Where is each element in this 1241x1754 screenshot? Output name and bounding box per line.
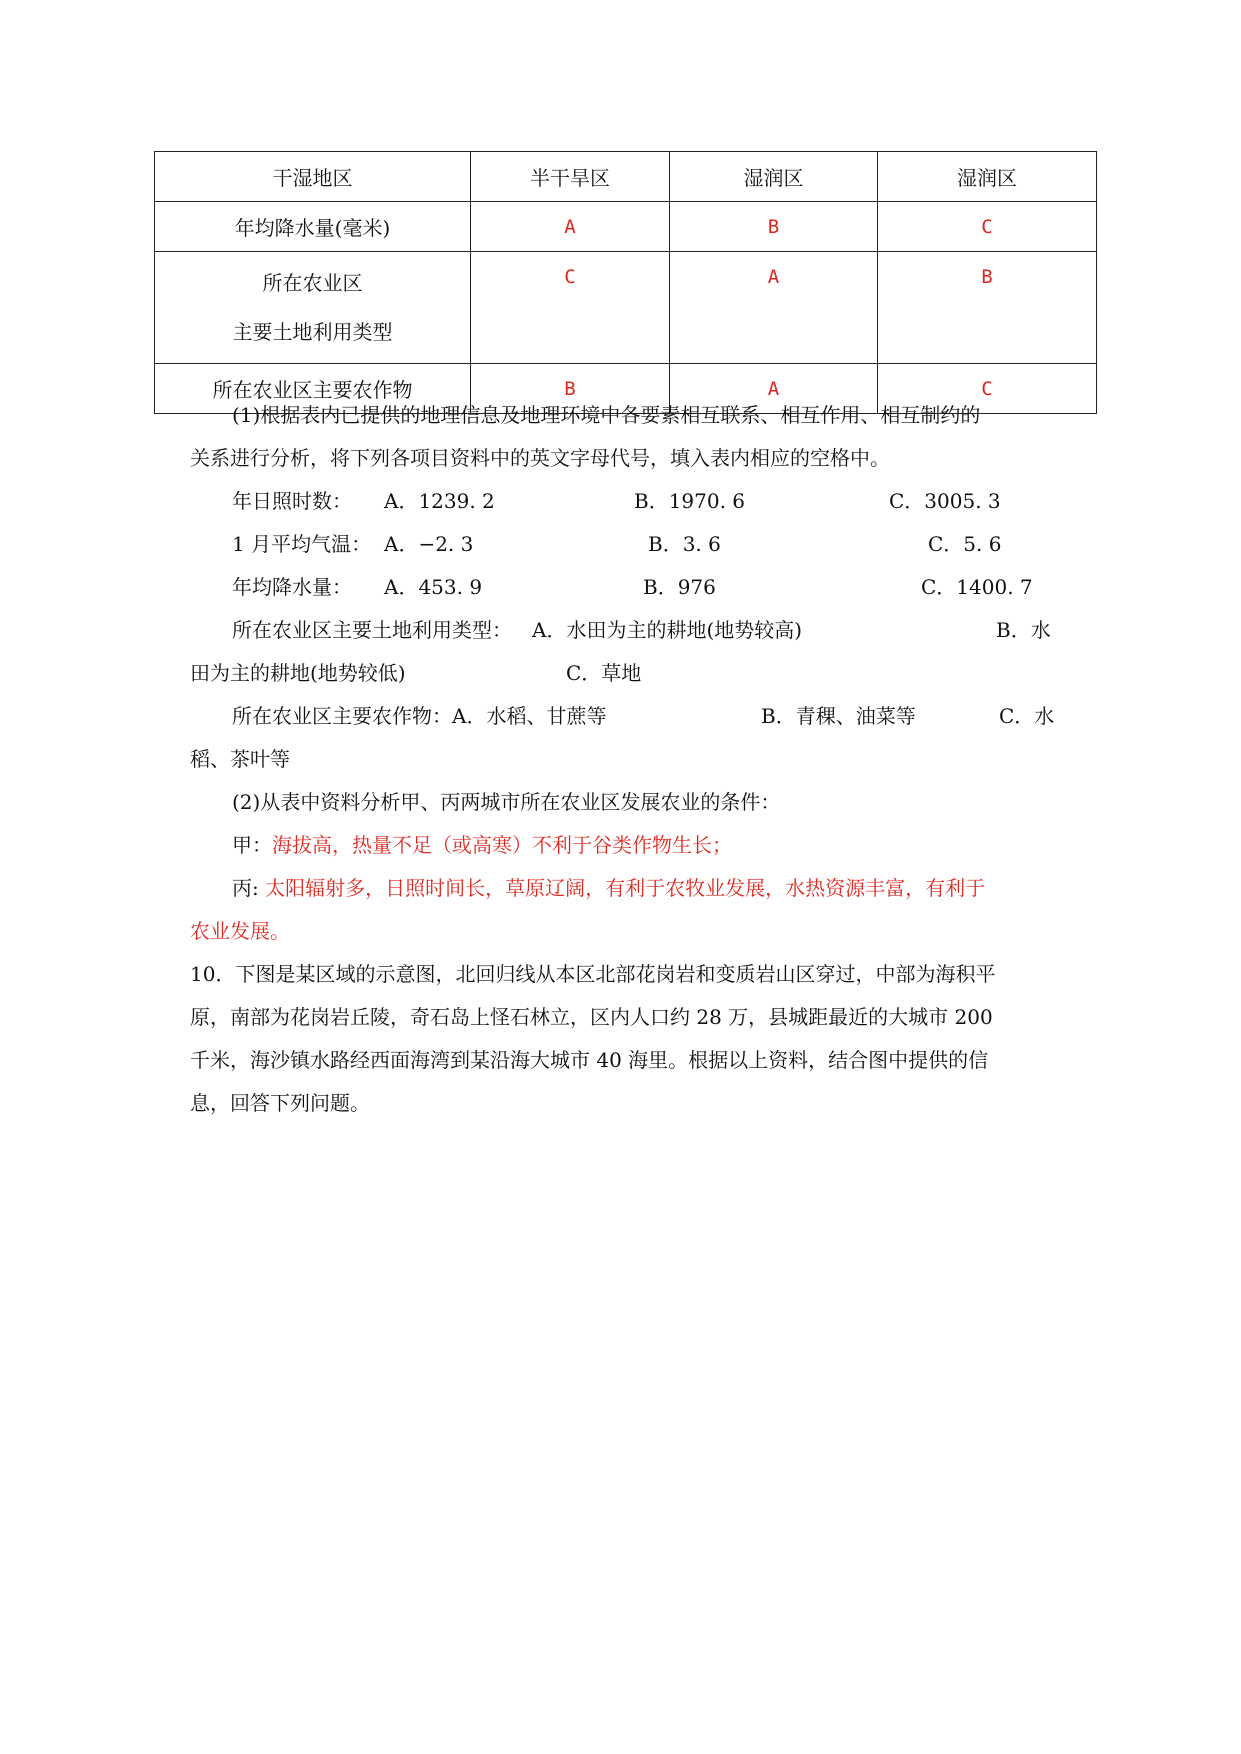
land-use-option-b-part2: 田为主的耕地(地势较低) — [190, 661, 406, 685]
land-use-option-a: A．水田为主的耕地(地势较高) — [532, 618, 803, 642]
crops-option-a: A．水稻、甘蔗等 — [452, 704, 607, 728]
crops-label: 所在农业区主要农作物： — [232, 704, 452, 728]
q10-line1: 10．下图是某区域的示意图，北回归线从本区北部花岗岩和变质岩山区穿过，中部为海积平 — [190, 962, 996, 986]
precip-label: 年均降水量： — [232, 575, 352, 599]
answer-cell: C — [471, 252, 670, 364]
crops-option-b: B．青稞、油菜等 — [761, 704, 916, 728]
bing-answer-line1: 太阳辐射多，日照时间长，草原辽阔，有利于农牧业发展，水热资源丰富，有利于 — [265, 876, 986, 900]
land-use-option-b-part1: B．水 — [996, 618, 1051, 642]
bing-answer-line2: 农业发展。 — [190, 919, 290, 943]
crops-option-c-part2: 稻、茶叶等 — [190, 747, 290, 771]
table-header-cell: 干湿地区 — [155, 152, 471, 202]
answer-cell: B — [878, 252, 1097, 364]
q2-bing — [232, 874, 985, 902]
jia-answer: 海拔高，热量不足（或高寒）不利于谷类作物生长； — [272, 833, 732, 857]
answer-cell: A — [670, 252, 878, 364]
jan-temp-option-b: B．3. 6 — [648, 532, 721, 556]
crops-option-c-part1: C．水 — [999, 704, 1055, 728]
row-label-line: 主要土地利用类型 — [232, 319, 393, 344]
row-label — [155, 252, 471, 364]
jan-temp-option-c: C．5. 6 — [928, 532, 1002, 556]
land-use-label: 所在农业区主要土地利用类型： — [232, 618, 512, 642]
row-label: 所在农业区主要农作物 — [155, 364, 471, 414]
answer-cell: A — [670, 364, 878, 414]
answer-cell: C — [878, 364, 1097, 414]
table-header-cell: 半干旱区 — [471, 152, 670, 202]
precip-option-b: B．976 — [643, 575, 716, 599]
table-header-row — [155, 152, 1097, 202]
table-row — [155, 202, 1097, 252]
climate-agriculture-table — [154, 151, 1097, 414]
sunshine-option-a: A．1239. 2 — [384, 489, 495, 513]
q1-intro-line1: (1)根据表内已提供的地理信息及地理环境中各要素相互联系、相互作用、相互制约的 — [232, 403, 981, 427]
jan-temp-option-a: A．−2. 3 — [384, 532, 474, 556]
q2-intro: (2)从表中资料分析甲、丙两城市所在农业区发展农业的条件： — [232, 790, 781, 814]
answer-cell: C — [878, 202, 1097, 252]
q10-line3: 千米，海沙镇水路经西面海湾到某沿海大城市 40 海里。根据以上资料，结合图中提供的信 — [190, 1048, 989, 1072]
sunshine-option-b: B．1970. 6 — [634, 489, 746, 513]
sunshine-option-c: C．3005. 3 — [889, 489, 1001, 513]
table-header-cell: 湿润区 — [670, 152, 878, 202]
sunshine-label: 年日照时数： — [232, 489, 352, 513]
q10-line2: 原，南部为花岗岩丘陵，奇石岛上怪石林立，区内人口约 28 万，县城距最近的大城市 200 — [190, 1005, 993, 1029]
row-label: 年均降水量(毫米) — [155, 202, 471, 252]
precip-option-c: C．1400. 7 — [921, 575, 1033, 599]
row-label-line: 所在农业区 — [262, 270, 363, 295]
q2-jia — [232, 831, 732, 859]
answer-cell: A — [471, 202, 670, 252]
jia-label: 甲： — [232, 833, 272, 857]
land-use-option-c: C．草地 — [566, 661, 642, 685]
bing-label: 丙: — [232, 876, 266, 900]
precip-option-a: A．453. 9 — [384, 575, 483, 599]
answer-cell: B — [670, 202, 878, 252]
answer-cell: B — [471, 364, 670, 414]
table-header-cell: 湿润区 — [878, 152, 1097, 202]
q1-intro-line2: 关系进行分析，将下列各项目资料中的英文字母代号，填入表内相应的空格中。 — [190, 446, 890, 470]
table-row — [155, 252, 1097, 364]
q10-line4: 息，回答下列问题。 — [190, 1091, 370, 1115]
jan-temp-label: 1 月平均气温： — [232, 532, 372, 556]
